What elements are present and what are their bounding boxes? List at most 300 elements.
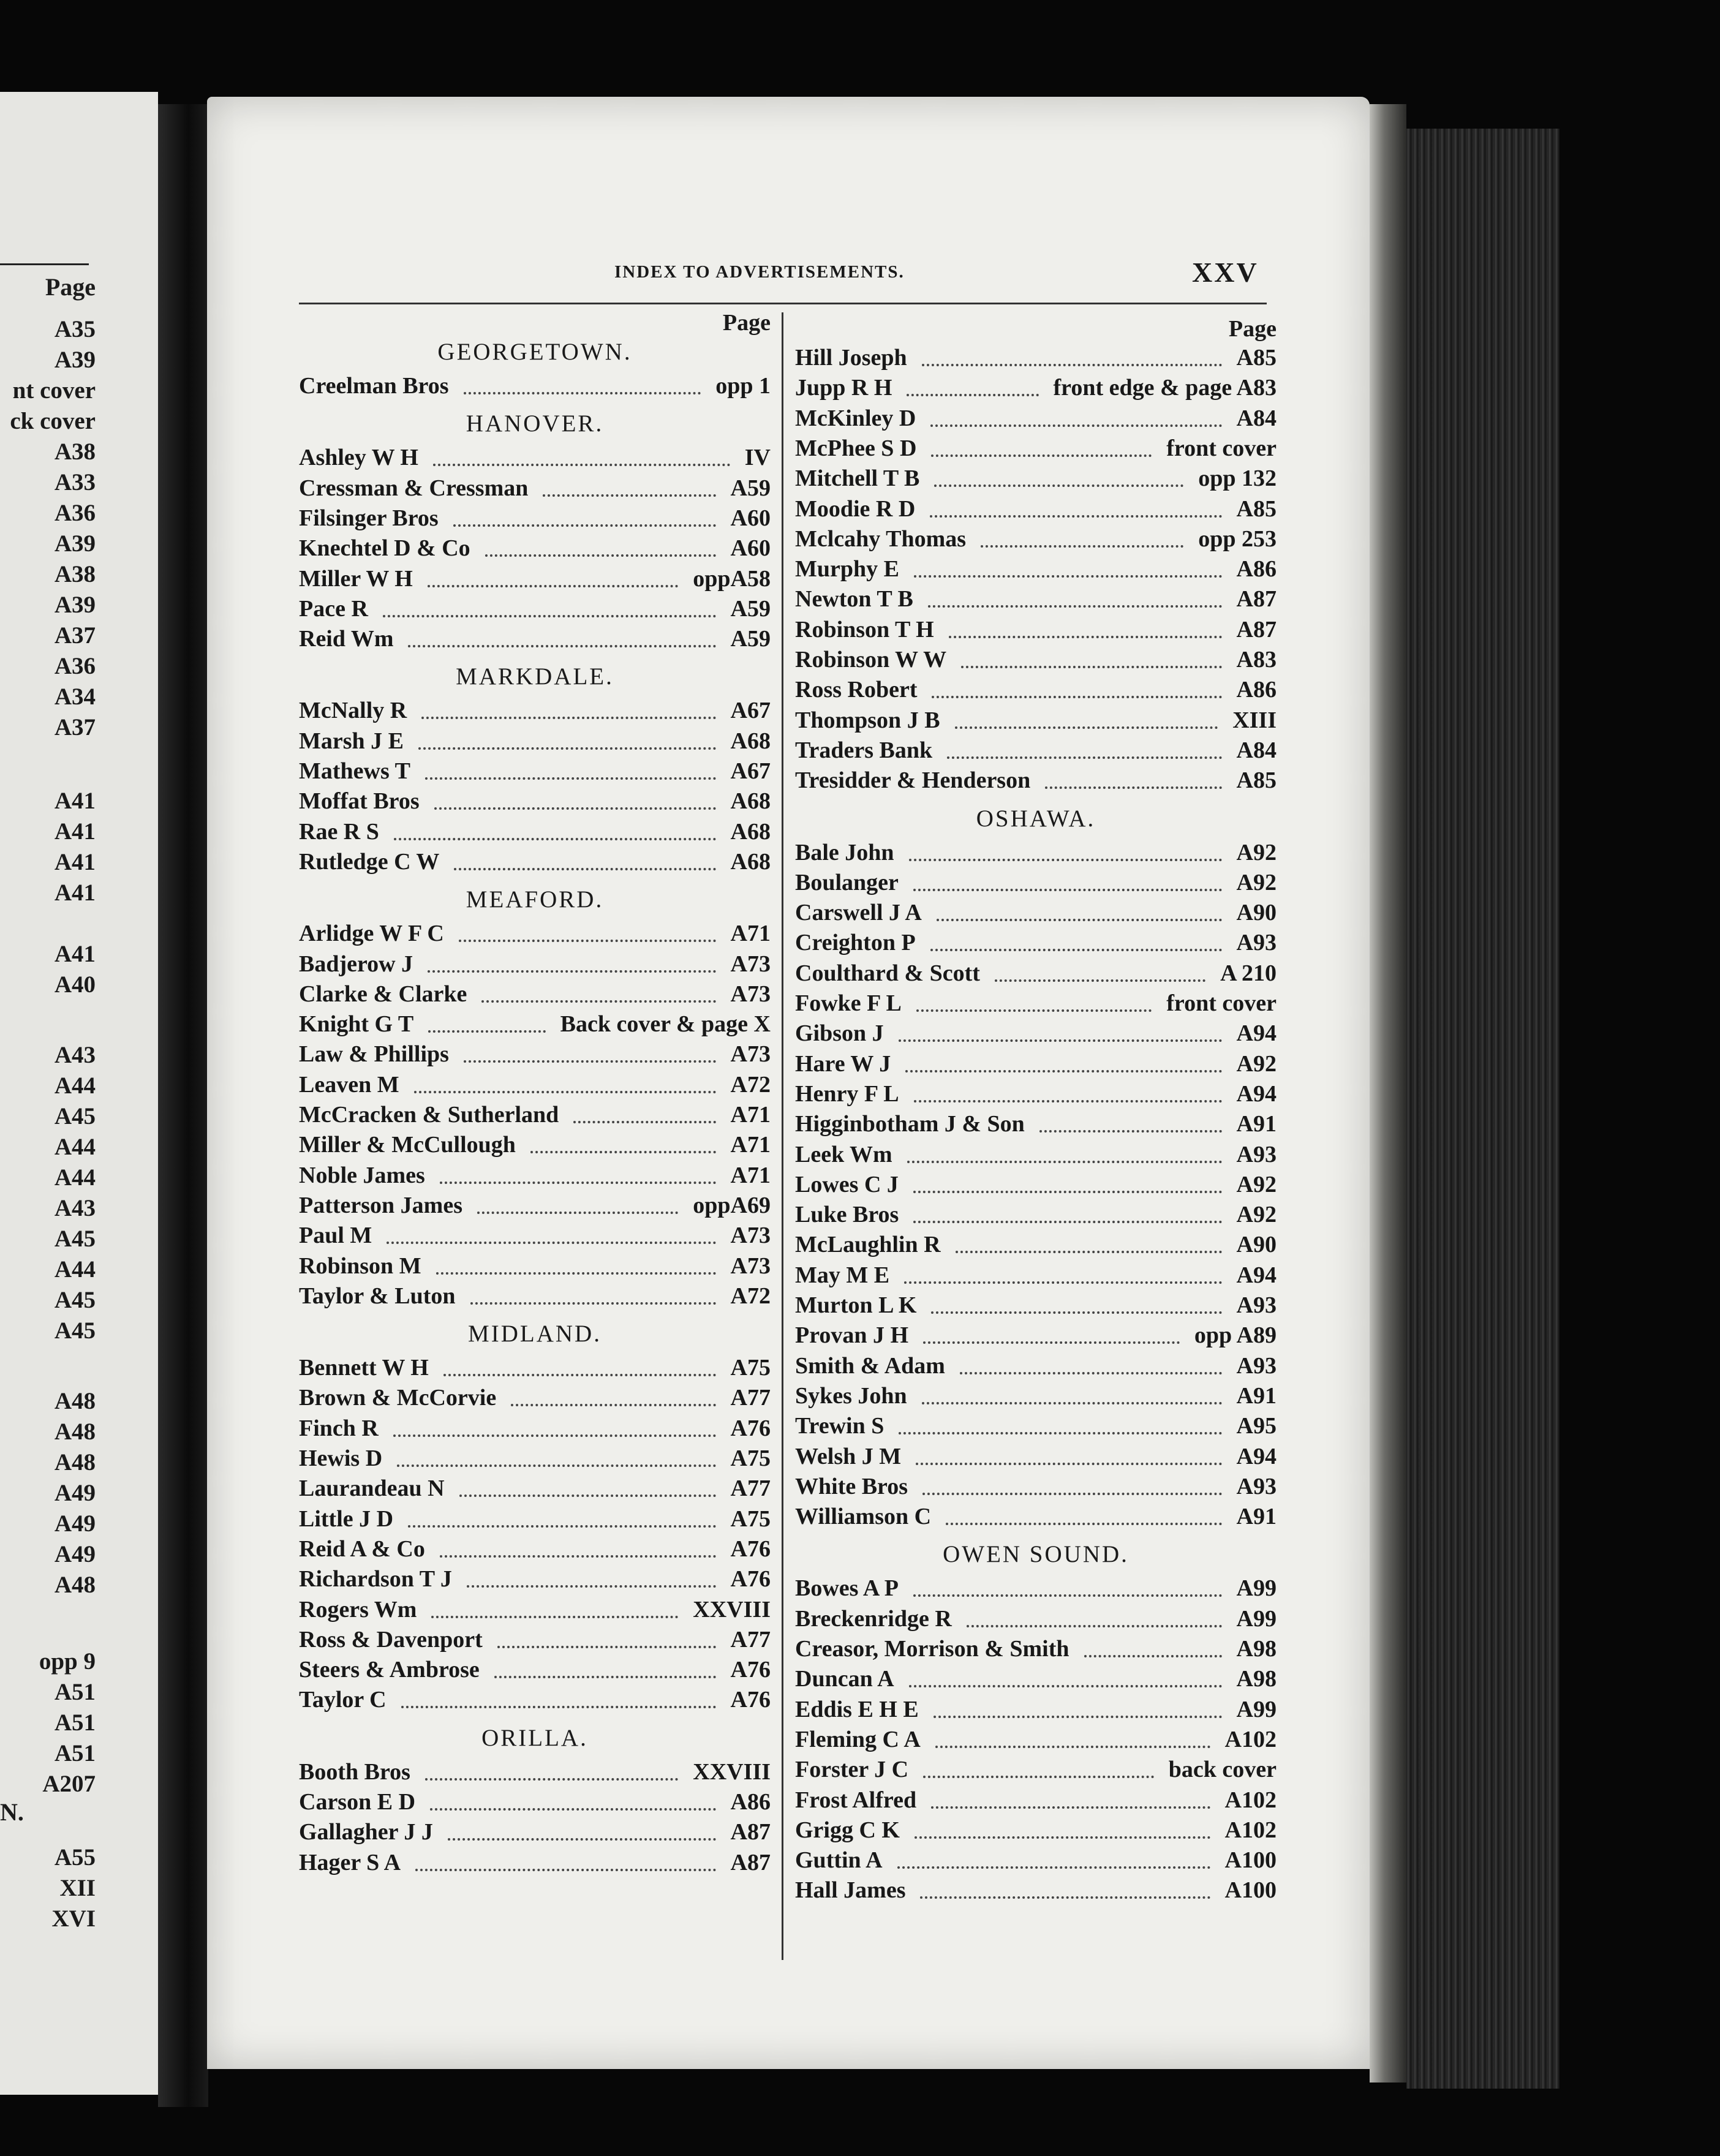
advertiser-name: Hager S A [299, 1849, 401, 1875]
advertiser-name: Knight G T [299, 1011, 414, 1038]
dot-leader [913, 1221, 1221, 1223]
advertiser-name: McCracken & Sutherland [299, 1102, 559, 1128]
page-reference: A71 [730, 921, 771, 947]
index-entry [299, 1445, 771, 1476]
index-entry [795, 929, 1277, 960]
dot-leader [909, 1685, 1222, 1687]
advertiser-name: Henry F L [795, 1080, 899, 1107]
page-reference: A77 [730, 1385, 771, 1411]
page-reference: A73 [730, 1253, 771, 1279]
facing-page-ref: A48 [54, 1419, 96, 1445]
advertiser-name: Ashley W H [299, 445, 418, 471]
index-entry [795, 1322, 1277, 1352]
advertiser-name: Robinson T H [795, 616, 934, 643]
index-entry [795, 1020, 1277, 1050]
facing-page-ref: A41 [54, 880, 96, 906]
page-reference: front cover [1166, 435, 1277, 461]
dot-leader [955, 726, 1218, 729]
page-reference: A90 [1236, 900, 1277, 926]
page-reference: A87 [1236, 586, 1277, 612]
facing-page-ref: opp 9 [39, 1648, 96, 1675]
advertiser-name: Miller & McCullough [299, 1132, 516, 1158]
advertiser-name: Finch R [299, 1415, 379, 1441]
dot-leader [928, 605, 1222, 608]
advertiser-name: Coulthard & Scott [795, 960, 980, 986]
index-entry [795, 990, 1277, 1020]
advertiser-name: Bale John [795, 839, 894, 865]
index-entry [299, 1192, 771, 1223]
advertiser-name: Arlidge W F C [299, 921, 444, 947]
page-reference: A68 [730, 728, 771, 754]
dot-leader [904, 1281, 1221, 1284]
dot-leader [1084, 1655, 1222, 1657]
page-reference: A71 [730, 1102, 771, 1128]
advertiser-name: Carswell J A [795, 900, 922, 926]
page-reference: A73 [730, 951, 771, 977]
index-entry [795, 707, 1277, 737]
index-entry [299, 1566, 771, 1596]
page-reference: oppA69 [693, 1192, 771, 1218]
dot-leader [408, 645, 715, 647]
page-reference: A77 [730, 1476, 771, 1502]
page-reference: A86 [1236, 556, 1277, 582]
dot-leader [946, 1523, 1221, 1525]
facing-page-ref: A41 [54, 788, 96, 814]
page-reference: A93 [1236, 1473, 1277, 1499]
dot-leader [930, 424, 1221, 427]
dot-leader [459, 1494, 716, 1497]
dot-leader [431, 1616, 678, 1618]
page-reference: A87 [730, 1819, 771, 1845]
facing-page-ref: A39 [54, 530, 96, 557]
page-reference: A91 [1236, 1504, 1277, 1530]
facing-page-ref: A43 [54, 1195, 96, 1221]
page-edge [1370, 104, 1406, 2082]
dot-leader [932, 696, 1221, 698]
page-reference: A72 [730, 1283, 771, 1309]
advertiser-name: Lowes C J [795, 1171, 899, 1197]
dot-leader [995, 979, 1205, 982]
advertiser-name: Rogers Wm [299, 1596, 417, 1623]
advertiser-name: May M E [795, 1262, 890, 1288]
advertiser-name: Higginbotham J & Son [795, 1111, 1025, 1137]
page-reference: A73 [730, 1041, 771, 1068]
index-entry [795, 1817, 1277, 1847]
advertiser-name: Eddis E H E [795, 1696, 919, 1722]
index-entry [795, 1635, 1277, 1666]
facing-page-ref: A49 [54, 1541, 96, 1567]
index-entry [299, 565, 771, 596]
page-reference: IV [744, 445, 771, 471]
index-entry [299, 1626, 771, 1657]
index-entry [795, 1412, 1277, 1443]
page-reference: A76 [730, 1657, 771, 1683]
dot-leader [425, 777, 716, 780]
advertiser-name: Laurandeau N [299, 1476, 445, 1502]
page-reference: A60 [730, 505, 771, 531]
index-entry [795, 1877, 1277, 1907]
advertiser-name: Filsinger Bros [299, 505, 439, 531]
dot-leader [913, 1191, 1222, 1193]
dot-leader [899, 1432, 1221, 1434]
facing-page-ref: A51 [54, 1709, 96, 1736]
dot-leader [1039, 1130, 1222, 1133]
dot-leader [923, 1341, 1180, 1344]
index-entry [795, 960, 1277, 990]
dot-leader [961, 666, 1221, 668]
advertiser-name: Traders Bank [795, 737, 933, 763]
advertiser-name: Thompson J B [795, 707, 940, 733]
page-reference: A92 [1236, 1050, 1277, 1077]
page-reference: A100 [1224, 1847, 1277, 1874]
page-reference: A84 [1236, 405, 1277, 431]
dot-leader [922, 364, 1222, 366]
advertiser-name: Luke Bros [795, 1202, 899, 1228]
advertiser-name: Paul M [299, 1223, 372, 1249]
page-reference: oppA58 [693, 565, 771, 592]
facing-page-ref: A207 [42, 1771, 96, 1797]
index-entry [795, 1110, 1277, 1141]
facing-page-ref: A40 [54, 971, 96, 998]
advertiser-name: Murton L K [795, 1292, 917, 1318]
book-edge [1406, 129, 1560, 2089]
dot-leader [428, 585, 679, 587]
dot-leader [415, 1869, 715, 1871]
advertiser-name: Guttin A [795, 1847, 883, 1874]
page-reference: A93 [1236, 1352, 1277, 1379]
dot-leader [397, 1464, 715, 1467]
index-entry [795, 839, 1277, 870]
index-entry [299, 1596, 771, 1627]
page-reference: A100 [1224, 1877, 1277, 1904]
dot-leader [923, 1776, 1154, 1778]
advertiser-name: Badjerow J [299, 951, 413, 977]
index-entry [299, 818, 771, 849]
dot-leader [916, 1463, 1221, 1465]
dot-leader [428, 970, 715, 973]
advertiser-name: Hewis D [299, 1446, 383, 1471]
dot-leader [573, 1121, 715, 1123]
advertiser-name: Newton T B [795, 586, 913, 612]
advertiser-name: Reid A & Co [299, 1536, 425, 1562]
index-entry [795, 556, 1277, 586]
advertiser-name: Rae R S [299, 818, 379, 845]
dot-leader [430, 1808, 716, 1811]
facing-page-ref: A44 [54, 1134, 96, 1160]
dot-leader [915, 1836, 1210, 1839]
facing-page-ref: A45 [54, 1103, 96, 1129]
index-entry [299, 1101, 771, 1132]
index-entry [299, 758, 771, 788]
facing-page-ref: A45 [54, 1317, 96, 1344]
advertiser-name: Tresidder & Henderson [795, 767, 1031, 794]
page-reference: A76 [730, 1415, 771, 1441]
advertiser-name: Breckenridge R [795, 1605, 952, 1632]
advertiser-name: Gibson J [795, 1020, 884, 1047]
index-entry [299, 444, 771, 475]
page-reference: A87 [1236, 616, 1277, 643]
index-entry [795, 1080, 1277, 1111]
dot-leader [464, 1060, 716, 1063]
index-entry [795, 1756, 1277, 1787]
dot-leader [907, 1161, 1222, 1163]
index-entry [795, 1503, 1277, 1534]
facing-page-ref: ck cover [10, 408, 96, 434]
page-reference: opp A89 [1194, 1322, 1277, 1349]
town-heading: MEAFORD. [466, 886, 604, 913]
dot-leader [433, 464, 730, 466]
index-entry [299, 951, 771, 981]
advertiser-name: Clarke & Clarke [299, 981, 467, 1007]
page-reference: A67 [730, 758, 771, 784]
dot-leader [418, 747, 716, 750]
facing-page-ref: A43 [54, 1042, 96, 1068]
advertiser-name: McPhee S D [795, 435, 917, 461]
advertiser-name: Provan J H [795, 1322, 909, 1349]
index-entry [299, 1506, 771, 1536]
facing-page-ref: A44 [54, 1256, 96, 1283]
dot-leader [497, 1646, 716, 1648]
dot-leader [453, 524, 716, 527]
dot-leader [511, 1404, 715, 1406]
index-entry [795, 1171, 1277, 1202]
index-entry [795, 1050, 1277, 1081]
advertiser-name: Jupp R H [795, 375, 892, 401]
dot-leader [914, 575, 1222, 578]
index-entry [795, 1201, 1277, 1232]
index-entry [299, 1536, 771, 1566]
facing-page-ref: A51 [54, 1740, 96, 1766]
page-reference: A71 [730, 1162, 771, 1188]
page-reference: A73 [730, 981, 771, 1007]
page-reference: A68 [730, 818, 771, 845]
town-heading: ORILLA. [481, 1724, 588, 1751]
page-reference: Back cover & page X [560, 1011, 771, 1038]
page-reference: A91 [1236, 1111, 1277, 1137]
page-reference: A90 [1236, 1232, 1277, 1258]
dot-leader [436, 1272, 716, 1275]
dot-leader [428, 1030, 545, 1033]
dot-leader [934, 484, 1183, 487]
facing-page-ref: A51 [54, 1679, 96, 1705]
index-entry [299, 1384, 771, 1415]
index-entry [795, 1262, 1277, 1292]
page-reference: opp 253 [1198, 526, 1277, 552]
index-entry [795, 1847, 1277, 1877]
advertiser-name: Mclcahy Thomas [795, 526, 967, 552]
index-entry [299, 1354, 771, 1385]
advertiser-name: Welsh J M [795, 1443, 902, 1469]
index-entry [795, 1575, 1277, 1605]
page-reference: A98 [1236, 1666, 1277, 1692]
index-entry [795, 767, 1277, 797]
dot-leader [947, 756, 1221, 759]
advertiser-name: Frost Alfred [795, 1787, 917, 1813]
advertiser-name: Leek Wm [795, 1141, 892, 1167]
facing-page-ref: A55 [54, 1844, 96, 1871]
dot-leader [464, 392, 701, 394]
facing-page-ref: A44 [54, 1072, 96, 1099]
dot-leader [425, 1778, 678, 1781]
advertiser-name: Bowes A P [795, 1575, 899, 1602]
advertiser-name: Fowke F L [795, 990, 902, 1016]
book-gutter [158, 104, 208, 2107]
advertiser-name: Knechtel D & Co [299, 535, 470, 562]
dot-leader [401, 1706, 716, 1708]
index-entry [299, 1789, 771, 1819]
advertiser-name: Smith & Adam [795, 1352, 945, 1379]
facing-page-ref: XII [59, 1875, 96, 1901]
page-reference: A75 [730, 1355, 771, 1381]
advertiser-name: Patterson James [299, 1192, 462, 1218]
page-header-title: INDEX TO ADVERTISEMENTS. [614, 262, 905, 282]
page-column-label: Page [722, 310, 771, 336]
advertiser-name: Pace R [299, 595, 368, 622]
index-entry [795, 435, 1277, 466]
index-entry [795, 869, 1277, 900]
dot-leader [967, 1625, 1222, 1627]
dot-leader [408, 1525, 715, 1528]
index-entry [299, 697, 771, 728]
page-reference: A92 [1236, 839, 1277, 865]
advertiser-name: White Bros [795, 1473, 908, 1499]
dot-leader [494, 1676, 716, 1678]
page-reference: A94 [1236, 1443, 1277, 1469]
index-entry [795, 1352, 1277, 1383]
dot-leader [477, 1212, 678, 1214]
advertiser-name: Mitchell T B [795, 466, 920, 492]
advertiser-name: Brown & McCorvie [299, 1385, 497, 1411]
advertiser-name: Creighton P [795, 930, 916, 956]
page-reference: back cover [1168, 1757, 1277, 1783]
index-entry [299, 505, 771, 535]
page-reference: A68 [730, 848, 771, 875]
facing-page-rule [0, 263, 89, 265]
facing-page-ref: A37 [54, 714, 96, 741]
page-reference: A91 [1236, 1382, 1277, 1409]
page-reference: A93 [1236, 1141, 1277, 1167]
facing-page-ref: A39 [54, 592, 96, 618]
index-entry [795, 1473, 1277, 1504]
page-reference: A72 [730, 1071, 771, 1098]
page-reference: A92 [1236, 1202, 1277, 1228]
index-entry [299, 1283, 771, 1313]
advertiser-name: McNally R [299, 698, 407, 724]
dot-leader [467, 1585, 716, 1588]
page-reference: A99 [1236, 1696, 1277, 1722]
facing-page-fragment: N. [0, 1798, 24, 1826]
advertiser-name: Law & Phillips [299, 1041, 449, 1068]
index-entry [299, 475, 771, 505]
page-reference: A59 [730, 475, 771, 501]
dot-leader [470, 1302, 716, 1305]
page-reference: A75 [730, 1506, 771, 1532]
page-reference: A92 [1236, 869, 1277, 895]
index-entry [299, 1071, 771, 1102]
index-entry [795, 586, 1277, 616]
dot-leader [530, 1151, 716, 1153]
page-reference: A73 [730, 1223, 771, 1249]
advertiser-name: McKinley D [795, 405, 916, 431]
town-heading: OWEN SOUND. [943, 1541, 1129, 1568]
dot-leader [905, 1070, 1221, 1072]
facing-page-ref: A49 [54, 1510, 96, 1537]
advertiser-name: Ross Robert [795, 677, 918, 703]
dot-leader [454, 868, 715, 870]
dot-leader [443, 1374, 716, 1376]
facing-page-ref: A45 [54, 1226, 96, 1252]
dot-leader [913, 1594, 1222, 1597]
facing-page-ref: A45 [54, 1287, 96, 1313]
dot-leader [387, 1242, 715, 1244]
facing-page-ref: A33 [54, 469, 96, 496]
page-reference: A68 [730, 788, 771, 815]
page-reference: A77 [730, 1626, 771, 1653]
index-entry [299, 1222, 771, 1253]
facing-page-ref: A39 [54, 347, 96, 373]
index-entry [795, 1787, 1277, 1817]
facing-page-ref: A38 [54, 561, 96, 587]
index-entry [795, 1382, 1277, 1413]
index-entry [795, 1231, 1277, 1262]
advertiser-name: Mathews T [299, 758, 410, 784]
index-entry [795, 526, 1277, 556]
advertiser-name: Forster J C [795, 1757, 909, 1783]
index-entry [299, 1011, 771, 1041]
dot-leader [481, 1000, 715, 1003]
facing-page-ref: XVI [51, 1905, 96, 1932]
page-reference: A99 [1236, 1605, 1277, 1632]
advertiser-name: Reid Wm [299, 626, 394, 652]
dot-leader [485, 554, 716, 557]
dot-leader [949, 636, 1222, 638]
page-reference: A94 [1236, 1080, 1277, 1107]
dot-leader [414, 1091, 716, 1093]
index-entry [795, 496, 1277, 526]
index-entry [299, 1131, 771, 1162]
index-entry [795, 1665, 1277, 1696]
index-entry [299, 1415, 771, 1446]
index-entry [795, 1605, 1277, 1636]
town-heading: OSHAWA. [976, 805, 1096, 832]
dot-leader [909, 859, 1222, 861]
page-reference: A85 [1236, 496, 1277, 522]
dot-leader [916, 1009, 1152, 1012]
page-reference: A102 [1224, 1817, 1277, 1843]
advertiser-name: Carson E D [299, 1789, 416, 1815]
page-reference: XXVIII [693, 1758, 771, 1785]
header-rule [299, 303, 1267, 304]
facing-page-ref: A41 [54, 941, 96, 967]
index-entry [299, 728, 771, 758]
dot-leader [543, 494, 715, 497]
facing-page-ref: A44 [54, 1164, 96, 1191]
index-entry [795, 1696, 1277, 1727]
index-entry [795, 465, 1277, 496]
advertiser-name: Richardson T J [299, 1566, 452, 1593]
advertiser-name: Cressman & Cressman [299, 475, 529, 501]
page-reference: A59 [730, 595, 771, 622]
dot-leader [960, 1372, 1222, 1374]
page-reference: front cover [1166, 990, 1277, 1016]
index-entry [795, 676, 1277, 707]
advertiser-name: Boulanger [795, 869, 899, 895]
index-entry [299, 788, 771, 818]
facing-page-ref: A36 [54, 500, 96, 526]
advertiser-name: Miller W H [299, 565, 413, 592]
index-entry [795, 899, 1277, 930]
page-reference: A76 [730, 1687, 771, 1713]
